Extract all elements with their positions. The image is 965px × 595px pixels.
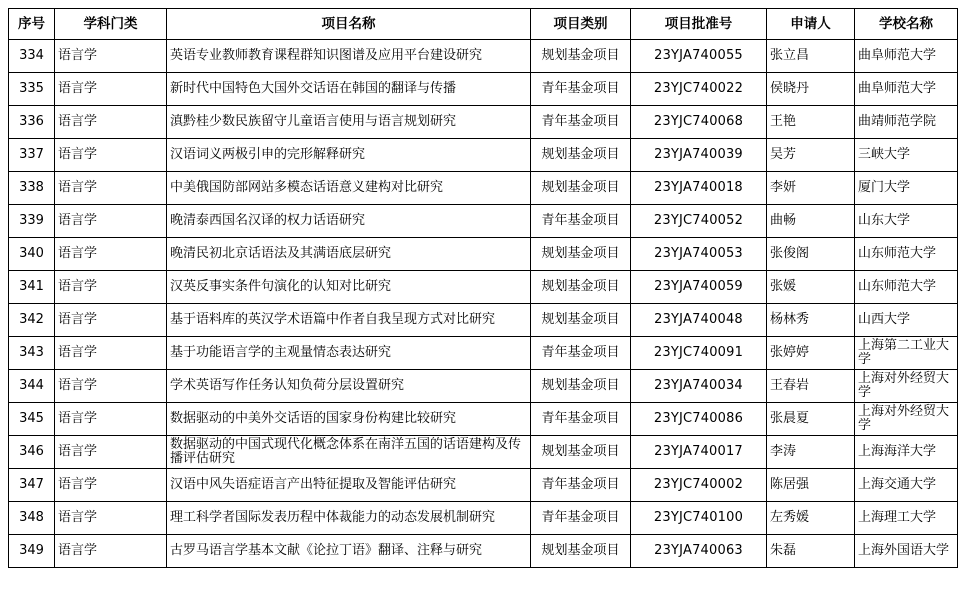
- cell-approval-number: 23YJA740055: [631, 40, 767, 73]
- cell-approval-number: 23YJC740100: [631, 502, 767, 535]
- cell-project-name: 晚清泰西国名汉译的权力话语研究: [167, 205, 531, 238]
- cell-project-type: 青年基金项目: [531, 205, 631, 238]
- cell-school-name: 山西大学: [855, 304, 958, 337]
- cell-project-type: 青年基金项目: [531, 502, 631, 535]
- cell-subject-category: 语言学: [55, 172, 167, 205]
- cell-project-name: 古罗马语言学基本文献《论拉丁语》翻译、注释与研究: [167, 535, 531, 568]
- cell-subject-category: 语言学: [55, 337, 167, 370]
- cell-serial-number: 338: [9, 172, 55, 205]
- cell-applicant: 李涛: [767, 436, 855, 469]
- cell-project-type: 青年基金项目: [531, 73, 631, 106]
- table-row: [9, 370, 958, 403]
- cell-school-name: 曲阜师范大学: [855, 40, 958, 73]
- table-header: [9, 9, 958, 40]
- table-row: [9, 106, 958, 139]
- cell-school-name: 曲靖师范学院: [855, 106, 958, 139]
- cell-approval-number: 23YJA740048: [631, 304, 767, 337]
- table-row: [9, 337, 958, 370]
- cell-project-type: 青年基金项目: [531, 403, 631, 436]
- cell-applicant: 吴芳: [767, 139, 855, 172]
- cell-serial-number: 349: [9, 535, 55, 568]
- cell-school-name: 厦门大学: [855, 172, 958, 205]
- cell-project-type: 规划基金项目: [531, 535, 631, 568]
- cell-applicant: 张俊阁: [767, 238, 855, 271]
- cell-serial-number: 345: [9, 403, 55, 436]
- cell-project-type: 规划基金项目: [531, 139, 631, 172]
- cell-project-type: 青年基金项目: [531, 106, 631, 139]
- table-row: [9, 502, 958, 535]
- cell-school-name: 上海交通大学: [855, 469, 958, 502]
- cell-project-type: 规划基金项目: [531, 238, 631, 271]
- cell-project-name: 汉英反事实条件句演化的认知对比研究: [167, 271, 531, 304]
- table-row: [9, 205, 958, 238]
- cell-applicant: 张婷婷: [767, 337, 855, 370]
- cell-serial-number: 346: [9, 436, 55, 469]
- cell-serial-number: 340: [9, 238, 55, 271]
- cell-school-name: 上海第二工业大学: [855, 337, 958, 370]
- cell-project-type: 规划基金项目: [531, 172, 631, 205]
- cell-serial-number: 336: [9, 106, 55, 139]
- cell-project-type: 规划基金项目: [531, 436, 631, 469]
- cell-applicant: 王春岩: [767, 370, 855, 403]
- cell-serial-number: 343: [9, 337, 55, 370]
- cell-subject-category: 语言学: [55, 304, 167, 337]
- cell-serial-number: 341: [9, 271, 55, 304]
- cell-subject-category: 语言学: [55, 139, 167, 172]
- cell-serial-number: 348: [9, 502, 55, 535]
- cell-approval-number: 23YJC740022: [631, 73, 767, 106]
- cell-applicant: 张立昌: [767, 40, 855, 73]
- cell-subject-category: 语言学: [55, 403, 167, 436]
- cell-applicant: 李妍: [767, 172, 855, 205]
- cell-applicant: 朱磊: [767, 535, 855, 568]
- cell-subject-category: 语言学: [55, 205, 167, 238]
- cell-school-name: 上海对外经贸大学: [855, 370, 958, 403]
- cell-subject-category: 语言学: [55, 370, 167, 403]
- header-applicant: 申请人: [767, 9, 855, 40]
- cell-project-type: 青年基金项目: [531, 469, 631, 502]
- cell-school-name: 山东师范大学: [855, 271, 958, 304]
- cell-serial-number: 344: [9, 370, 55, 403]
- cell-approval-number: 23YJA740059: [631, 271, 767, 304]
- cell-applicant: 王艳: [767, 106, 855, 139]
- cell-project-name: 理工科学者国际发表历程中体裁能力的动态发展机制研究: [167, 502, 531, 535]
- table-row: [9, 40, 958, 73]
- cell-approval-number: 23YJA740034: [631, 370, 767, 403]
- table-body: [9, 40, 958, 568]
- header-project-type: 项目类别: [531, 9, 631, 40]
- cell-project-type: 规划基金项目: [531, 271, 631, 304]
- cell-project-name: 中美俄国防部网站多模态话语意义建构对比研究: [167, 172, 531, 205]
- cell-serial-number: 335: [9, 73, 55, 106]
- cell-project-type: 青年基金项目: [531, 337, 631, 370]
- cell-project-type: 规划基金项目: [531, 304, 631, 337]
- cell-applicant: 张媛: [767, 271, 855, 304]
- header-subject-category: 学科门类: [55, 9, 167, 40]
- table-row: [9, 172, 958, 205]
- cell-approval-number: 23YJC740068: [631, 106, 767, 139]
- cell-subject-category: 语言学: [55, 469, 167, 502]
- cell-approval-number: 23YJA740063: [631, 535, 767, 568]
- cell-school-name: 上海理工大学: [855, 502, 958, 535]
- cell-subject-category: 语言学: [55, 271, 167, 304]
- cell-approval-number: 23YJC740086: [631, 403, 767, 436]
- cell-approval-number: 23YJA740017: [631, 436, 767, 469]
- cell-school-name: 山东师范大学: [855, 238, 958, 271]
- cell-approval-number: 23YJA740018: [631, 172, 767, 205]
- header-row: [9, 9, 958, 40]
- table-row: [9, 535, 958, 568]
- cell-subject-category: 语言学: [55, 502, 167, 535]
- table-row: [9, 436, 958, 469]
- cell-project-name: 学术英语写作任务认知负荷分层设置研究: [167, 370, 531, 403]
- cell-project-name: 汉语词义两极引申的完形解释研究: [167, 139, 531, 172]
- cell-approval-number: 23YJC740091: [631, 337, 767, 370]
- cell-approval-number: 23YJC740002: [631, 469, 767, 502]
- header-project-name: 项目名称: [167, 9, 531, 40]
- cell-project-name: 新时代中国特色大国外交话语在韩国的翻译与传播: [167, 73, 531, 106]
- cell-project-name: 数据驱动的中国式现代化概念体系在南洋五国的话语建构及传播评估研究: [167, 436, 531, 469]
- cell-project-type: 规划基金项目: [531, 370, 631, 403]
- cell-project-type: 规划基金项目: [531, 40, 631, 73]
- cell-applicant: 曲畅: [767, 205, 855, 238]
- cell-subject-category: 语言学: [55, 238, 167, 271]
- cell-project-name: 汉语中风失语症语言产出特征提取及智能评估研究: [167, 469, 531, 502]
- cell-project-name: 基于语料库的英汉学术语篇中作者自我呈现方式对比研究: [167, 304, 531, 337]
- cell-project-name: 滇黔桂少数民族留守儿童语言使用与语言规划研究: [167, 106, 531, 139]
- cell-approval-number: 23YJC740052: [631, 205, 767, 238]
- cell-school-name: 上海对外经贸大学: [855, 403, 958, 436]
- cell-project-name: 英语专业教师教育课程群知识图谱及应用平台建设研究: [167, 40, 531, 73]
- cell-applicant: 陈居强: [767, 469, 855, 502]
- header-approval-number: 项目批准号: [631, 9, 767, 40]
- cell-applicant: 左秀媛: [767, 502, 855, 535]
- table-row: [9, 304, 958, 337]
- project-approval-table: [8, 8, 958, 568]
- table-row: [9, 139, 958, 172]
- cell-applicant: 杨林秀: [767, 304, 855, 337]
- cell-applicant: 侯晓丹: [767, 73, 855, 106]
- cell-subject-category: 语言学: [55, 106, 167, 139]
- cell-serial-number: 339: [9, 205, 55, 238]
- cell-school-name: 上海外国语大学: [855, 535, 958, 568]
- cell-project-name: 数据驱动的中美外交话语的国家身份构建比较研究: [167, 403, 531, 436]
- cell-serial-number: 337: [9, 139, 55, 172]
- cell-serial-number: 334: [9, 40, 55, 73]
- cell-subject-category: 语言学: [55, 436, 167, 469]
- table-row: [9, 469, 958, 502]
- cell-subject-category: 语言学: [55, 535, 167, 568]
- cell-subject-category: 语言学: [55, 73, 167, 106]
- cell-project-name: 晚清民初北京话语法及其满语底层研究: [167, 238, 531, 271]
- cell-school-name: 上海海洋大学: [855, 436, 958, 469]
- cell-serial-number: 347: [9, 469, 55, 502]
- cell-school-name: 山东大学: [855, 205, 958, 238]
- table-row: [9, 271, 958, 304]
- table-row: [9, 238, 958, 271]
- header-serial-number: 序号: [9, 9, 55, 40]
- cell-applicant: 张晨夏: [767, 403, 855, 436]
- header-school-name: 学校名称: [855, 9, 958, 40]
- cell-project-name: 基于功能语言学的主观量情态表达研究: [167, 337, 531, 370]
- cell-subject-category: 语言学: [55, 40, 167, 73]
- cell-serial-number: 342: [9, 304, 55, 337]
- cell-school-name: 三峡大学: [855, 139, 958, 172]
- table-row: [9, 73, 958, 106]
- cell-approval-number: 23YJA740039: [631, 139, 767, 172]
- cell-approval-number: 23YJA740053: [631, 238, 767, 271]
- table-row: [9, 403, 958, 436]
- cell-school-name: 曲阜师范大学: [855, 73, 958, 106]
